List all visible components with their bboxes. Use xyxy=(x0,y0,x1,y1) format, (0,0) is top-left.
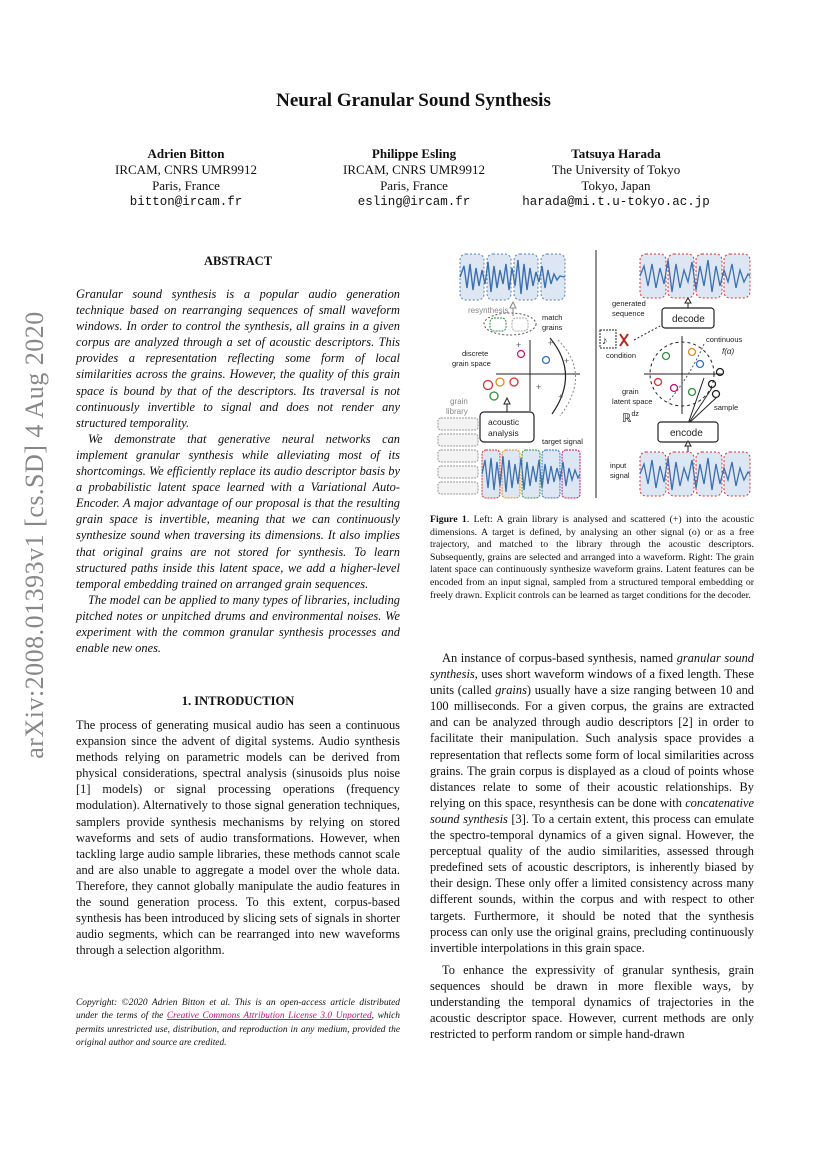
author-place: Paris, France xyxy=(152,178,220,193)
italic-term: concatenative sound synthesis xyxy=(430,795,754,826)
author-email: bitton@ircam.fr xyxy=(129,195,243,209)
target-signal-waveform xyxy=(482,450,580,498)
discrete-grain-space-label: discrete xyxy=(462,349,489,358)
author-affiliation: IRCAM, CNRS UMR9912 xyxy=(343,162,485,177)
svg-text:latent space: latent space xyxy=(612,397,653,406)
svg-text:grains: grains xyxy=(542,323,563,332)
sample-label: sample xyxy=(714,403,739,412)
figure-caption-text: . Left: A grain library is analysed and scattered (+) into the acoustic dimensions. A target is defined, by analysing an other signal (o) or as a free trajectory, and matched to the library through the acoustic descriptors. Subsequently, grains are selected and arranged into a waveform. Right: The grain latent space can continuously synthesize waveform grains. Latent features can be encoded from an input signal, sampled from a structured temporal embedding or freely drawn. Explicit controls can be learned as target conditions for the decoder. xyxy=(430,514,755,601)
text-run: ) usually have a size ranging between 10 and 100 milliseconds. For a given corpus, the grains are extracted and can be analyzed through audio descriptors [2] in order to facilitate their manipulation. Such analysis space provides a representation that reflects some form of local similarities across grains. The grain corpus is displayed as a cloud of points whose distances relate to some of their acoustic relationships. By relying on this space, resynthesis can be done with xyxy=(430,683,755,810)
figure-caption-label: Figure 1 xyxy=(430,514,467,525)
abstract-paragraph-1: Granular sound synthesis is a popular audio generation technique based on rearranging sequences of small waveform windows. In order to control the synthesis, all grains in a given corpus are analyzed through a set of acoustic descriptors. This provides a representation reflecting some form of local similarities across the grains. However, the quality of this grain space is bound by that of the descriptors. Its traversal is not continuously invertible to signal and does not render any structured temporality. xyxy=(76,287,400,430)
match-grains-label: match xyxy=(542,313,563,322)
encode-label: encode xyxy=(670,428,703,439)
copyright-notice xyxy=(76,997,400,1051)
abstract-body xyxy=(76,286,400,656)
author-name: Adrien Bitton xyxy=(147,146,225,161)
intro-paragraph: The process of generating musical audio has seen a continuous expansion since the advent of digital systems. Audio synthesis methods relying on parametric models can be derived from physical considerations, spectral analysis (sinusoids plus noise [1] models) or signal processing operations (frequency modulation). Alternatively to those signal generation techniques, samplers provide synthesis mechanisms by relying on stored waveforms and sets of audio transformations. However, when tackling large audio sample libraries, these methods cannot scale and are also unable to aggregate a model over the whole data. Therefore, they cannot globally manipulate the audio features in the sound generation process. To this extent, corpus-based synthesis has been introduced by slicing sets of signals in shorter audio segments, which can be rearranged into new waveforms through a selection algorithm. xyxy=(76,718,400,958)
latent-dim-label: ℝ$^{dz}$ xyxy=(622,411,639,425)
paper-title: Neural Granular Sound Synthesis xyxy=(276,90,551,111)
grain-latent-space-label: grain xyxy=(622,387,639,396)
svg-text:signal: signal xyxy=(610,471,630,480)
abstract-heading: ABSTRACT xyxy=(203,254,273,268)
acoustic-analysis-label: acoustic xyxy=(488,417,520,427)
generated-sequence-label: generated xyxy=(612,299,646,308)
author-3 xyxy=(500,146,732,210)
condition-label: condition xyxy=(606,351,637,360)
svg-text:+: + xyxy=(548,338,554,348)
intro-heading: 1. INTRODUCTION xyxy=(181,694,295,708)
arxiv-id: arXiv:2008.01393v1 [cs.SD] 4 Aug 2020 xyxy=(20,311,49,759)
italic-term: grains xyxy=(495,683,527,698)
license-link[interactable]: Creative Commons Attribution License 3.0 Unported xyxy=(166,1011,372,1022)
continuous-label: continuous xyxy=(706,335,743,344)
target-trajectory xyxy=(550,338,566,414)
text-run: [3]. To a certain extent, this process can emulate the spectro-temporal dynamics of a given signal. However, the perceptual quality of the audio similarities, assessed through predefined sets of acoustic descriptors, is inherently biased by their design. These only offer a limited consistency across many different sounds, within the corpus and with respect to other targets. Furthermore, it should be noted that the synthesis process can only use the original grains, precluding continuously invertible interpolations in this grain space. xyxy=(430,811,754,955)
abstract-paragraph-3: The model can be applied to many types of libraries, including pitched notes or unpitched drums and environmental noises. We experiment with the common granular synthesis processes and enable new ones. xyxy=(76,592,400,656)
arxiv-side-label xyxy=(0,311,70,759)
grain-library-stack xyxy=(438,418,478,494)
grain-library-label: grain xyxy=(450,397,468,406)
generated-sequence-waveform xyxy=(640,254,750,298)
author-affiliation: IRCAM, CNRS UMR9912 xyxy=(115,162,257,177)
author-place: Tokyo, Japan xyxy=(581,178,651,193)
author-email: harada@mi.t.u-tokyo.ac.jp xyxy=(522,195,710,209)
svg-text:library: library xyxy=(446,407,468,416)
author-email: esling@ircam.fr xyxy=(357,195,471,209)
figure-1 xyxy=(430,246,760,506)
f-alpha-label: f(α) xyxy=(722,347,735,356)
figure-1-caption xyxy=(430,514,754,602)
svg-text:analysis: analysis xyxy=(488,428,519,438)
italic-term: granular sound synthesis xyxy=(430,651,754,682)
svg-text:+: + xyxy=(558,392,564,402)
svg-text:+: + xyxy=(536,382,542,392)
svg-text:+: + xyxy=(516,340,522,350)
resynthesis-label: resynthesis xyxy=(468,306,509,315)
target-signal-label: target signal xyxy=(542,437,583,446)
svg-text:♪: ♪ xyxy=(602,335,608,347)
intro-body xyxy=(76,717,400,958)
abstract-paragraph-2: We demonstrate that generative neural networks can implement granular synthesis while alleviating most of its shortcomings. We efficiently replace its audio descriptor basis by a probabilistic latent space learned with a Variational Auto-Encoder. A major advantage of our proposal is that the resulting grain space is invertible, meaning that we can continuously synthesize sound when traversing its dimensions. It also implies that original grains are not stored for synthesis. To learn structured paths inside this latent space, we add a higher-level temporal embedding trained on arranged grain sequences. xyxy=(76,431,400,591)
author-affiliation: The University of Tokyo xyxy=(551,162,681,177)
right-paragraph-2: To enhance the expressivity of granular synthesis, grain sequences should be drawn in more flexible ways, by understanding the temporal dynamics of trajectories in the acoustic descriptor space. However, current methods are only restricted to perform random or simple hand-drawn xyxy=(430,962,754,1042)
author-place: Paris, France xyxy=(380,178,448,193)
condition-drum-icon xyxy=(620,334,628,346)
svg-text:sequence: sequence xyxy=(612,309,645,318)
svg-text:+: + xyxy=(564,356,570,366)
text-run: , uses short waveform windows of a fixed length. These units (called xyxy=(430,667,754,698)
input-signal-waveform xyxy=(640,452,750,496)
author-2 xyxy=(294,146,534,210)
input-signal-label: input xyxy=(610,461,627,470)
right-paragraph-1 xyxy=(430,650,754,956)
right-column-body xyxy=(430,650,754,1042)
author-name: Tatsuya Harada xyxy=(571,146,661,161)
author-1 xyxy=(66,146,306,210)
author-name: Philippe Esling xyxy=(371,146,457,161)
text-run: An instance of corpus-based synthesis, named xyxy=(442,651,677,665)
figure-1-diagram xyxy=(430,246,760,506)
copyright-text-pre: Copyright: ©2020 Adrien Bitton et al. This is an open-access article distributed under the terms of the xyxy=(76,998,400,1022)
copyright-text-post: , which permits unrestricted use, distribution, and reproduction in any medium, provided the original author and source are credited. xyxy=(76,1011,400,1049)
resynthesis-waveform xyxy=(460,254,565,300)
decode-label: decode xyxy=(672,314,705,325)
svg-text:grain space: grain space xyxy=(452,359,491,368)
